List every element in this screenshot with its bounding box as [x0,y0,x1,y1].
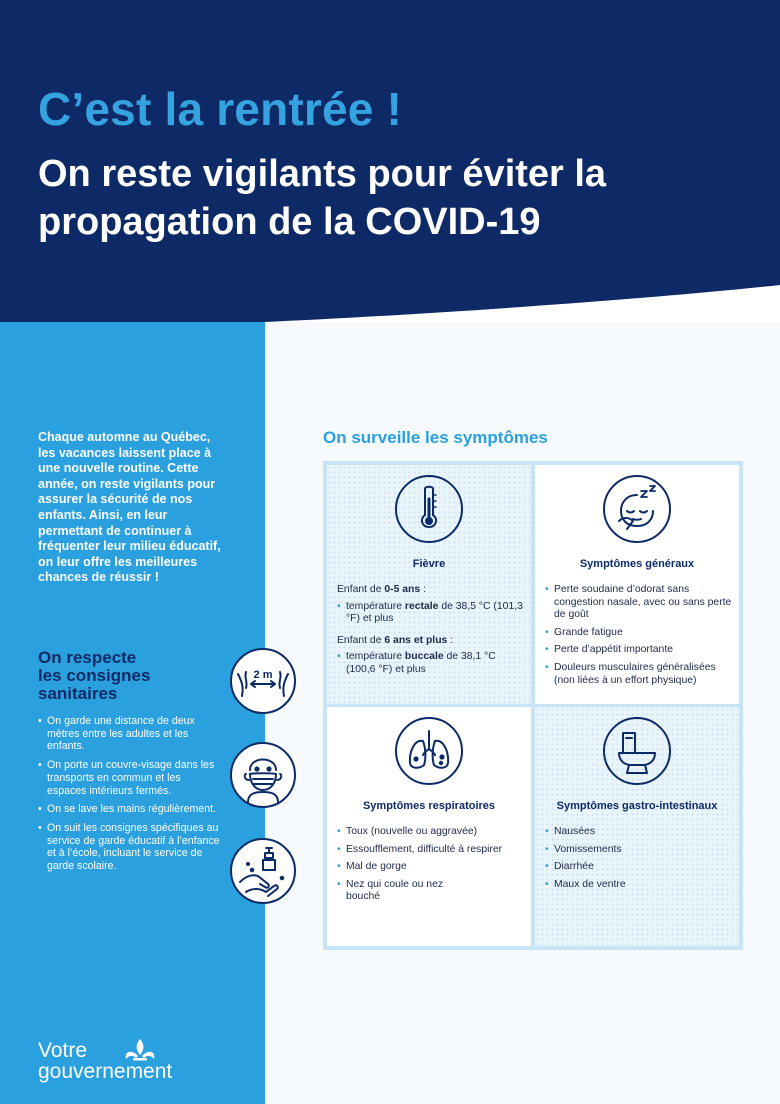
page-title: C’est la rentrée ! [38,83,403,135]
text-fragment: température [346,651,405,663]
symptom-card-title: Symptômes respiratoires [362,800,496,812]
list-item: • On se lave les mains régulièrement. [38,803,222,816]
list-item: • Perte soudaine d’odorat sans congestion nasale, avec ou sans perte de goût [545,584,735,622]
distance-icon [230,648,296,714]
list-item: • Nez qui coule ou nez bouché [337,879,456,904]
symptom-list [337,826,527,904]
text-fragment: : [420,584,426,595]
symptom-list [545,584,735,687]
symptom-card-gastro [535,707,739,946]
list-item: • Perte d’appétit importante [545,644,735,657]
list-item: • Douleurs musculaires généralisées (non liées à un effort physique) [545,662,735,687]
toilet-icon [603,717,671,785]
list-item [337,601,527,626]
list-item: • Diarrhée [545,861,735,874]
thermometer-icon [395,475,463,543]
symptom-list [337,601,527,626]
age-group-label [337,584,527,597]
text-fragment: de 38,1 °C (100,6 °F) et plus [346,651,496,675]
age-range: 0-5 ans [384,584,421,595]
symptom-card-generaux [535,465,739,704]
list-item: • Vomissements [545,844,735,857]
symptom-card-title: Symptômes gastro-intestinaux [556,800,718,812]
fleur-de-lys-icon [120,1037,160,1067]
logo-line: gouvernement [38,1060,173,1083]
text-fragment: : [447,634,454,646]
consignes-title-line: les consignes [38,666,151,685]
symptoms-grid [323,461,743,950]
symptom-list [545,826,735,891]
list-item: • On garde une distance de deux mètres entre les adultes et les enfants. [38,715,222,753]
symptom-card-title: Symptômes généraux [579,558,695,570]
list-item: • Nausées [545,826,735,839]
lungs-icon [395,717,463,785]
symptoms-title: On surveille les symptômes [323,428,548,447]
list-item [337,651,527,676]
text-fragment: de 38,5 °C (101,3 °F) et plus [346,600,523,625]
list-item: • Mal de gorge [337,861,527,874]
intro-text: Chaque automne au Québec, les vacances laissent place à une nouvelle routine. Cette année, on reste vigilants pour assurer la sécurité de nos enfants. Ainsi, en leur permettant de continuer à fréquenter leur milieu éducatif, on leur offre les meilleures chances de réussir ! [38,430,221,585]
measure-method: buccale [404,651,444,663]
consignes-title-line: sanitaires [38,684,118,703]
list-item: • Maux de ventre [545,879,735,892]
hand-washing-icon [230,838,296,904]
list-item: • Grande fatigue [545,627,735,640]
consignes-title [38,649,228,703]
symptom-card-body [545,584,735,696]
symptom-card-fievre [327,465,531,704]
list-item: • On suit les consignes spécifiques au service de garde éducatif à l’enfance et à l’école, incluant le service de garde scolaire. [38,822,222,873]
symptom-list [337,651,527,676]
mask-icon [230,742,296,808]
measure-method: rectale [404,600,439,612]
consignes-list [38,715,222,879]
list-item: • Toux (nouvelle ou aggravée) [337,826,527,839]
sleepy-face-icon [603,475,671,543]
symptom-card-body [545,826,735,900]
text-fragment: température [346,600,405,612]
age-group-label [337,635,527,648]
symptom-card-body [337,826,527,913]
symptom-card-title: Fièvre [412,558,446,570]
distance-label: 2 m [253,669,273,681]
text-fragment: Enfant de [337,634,385,646]
symptom-card-respiratoires [327,707,531,946]
list-item: • Essoufflement, difficulté à respirer [337,844,527,857]
age-range: 6 ans et plus [384,634,448,646]
logo-line: Votre [38,1039,88,1062]
consignes-title-line: On respecte [38,648,137,667]
page-subtitle: On reste vigilants pour éviter la propagation de la COVID-19 [38,153,607,243]
symptom-card-body [337,584,527,686]
list-item: • On porte un couvre-visage dans les transports en commun et les espaces intérieurs fermés. [38,759,222,797]
text-fragment: Enfant de [337,584,385,595]
